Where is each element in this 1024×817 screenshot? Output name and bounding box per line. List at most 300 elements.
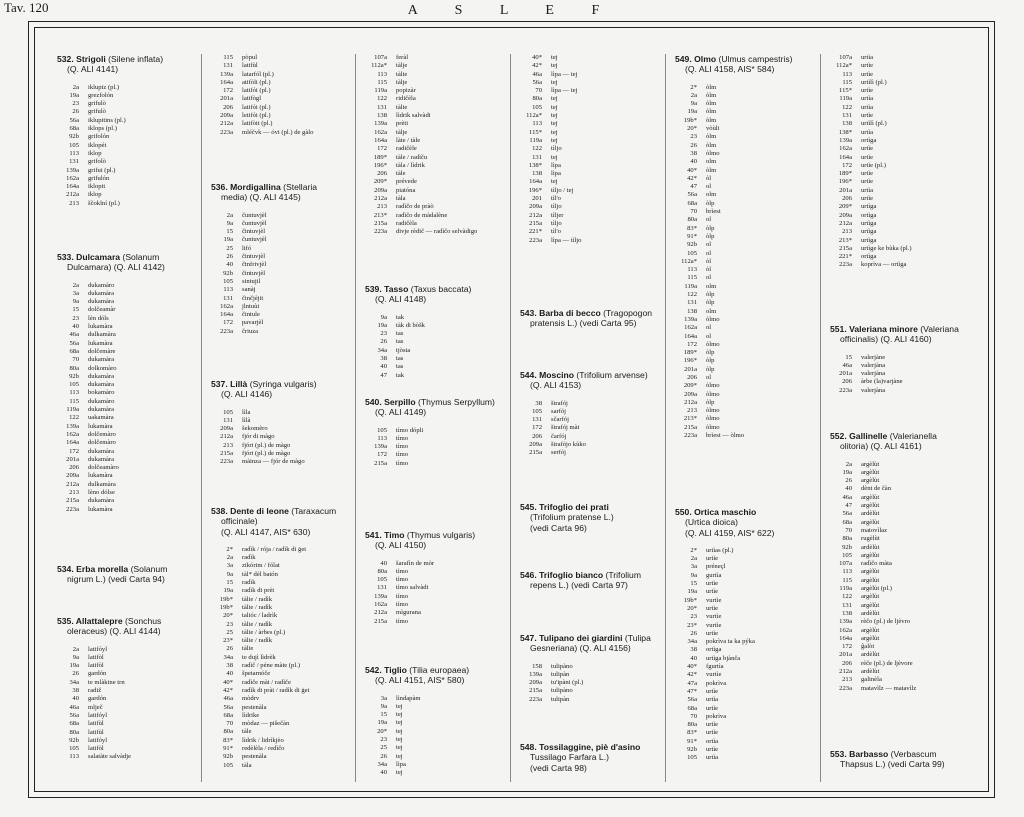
- dialect-row: [365, 104, 505, 112]
- entry-name: Trifoglio bianco: [539, 570, 604, 580]
- dialect-row: [211, 687, 351, 695]
- dialect-row: [520, 400, 660, 408]
- map-entry: [520, 54, 660, 245]
- survey-point: 209a: [839, 211, 852, 219]
- survey-point: 212a: [66, 480, 79, 488]
- dialect-row: [57, 331, 197, 339]
- dialect-row: [830, 618, 970, 626]
- survey-point: 158: [532, 662, 542, 670]
- survey-point: 139a: [839, 136, 852, 144]
- dialect-row: [830, 71, 970, 79]
- survey-point: 196*: [373, 161, 387, 169]
- dialect-row: [520, 687, 660, 695]
- survey-point: 122: [532, 145, 542, 153]
- dialect-form: ortìa: [706, 737, 719, 745]
- dialect-row: [57, 150, 197, 158]
- dialect-row: [830, 527, 970, 535]
- dialect-form: te mlàkine trn: [88, 678, 125, 686]
- dialect-form: dolčemàro: [88, 439, 116, 447]
- dialect-form: iklupiz (pl.): [88, 83, 120, 91]
- dialect-row: [211, 328, 351, 336]
- survey-point: 38: [72, 687, 79, 695]
- dialect-form: tàlie: [396, 103, 408, 111]
- dialect-row: [57, 92, 197, 100]
- dialect-row: [675, 555, 815, 563]
- survey-point: 47a: [687, 679, 697, 687]
- entry-reference: (vedi Carta 98): [530, 762, 587, 773]
- survey-point: 26: [845, 477, 852, 485]
- dialect-row: [830, 95, 970, 103]
- dialect-row: [211, 236, 351, 244]
- dialect-form: latifòl: [88, 745, 104, 753]
- survey-point: 23*: [687, 621, 697, 629]
- survey-point: 56a: [69, 116, 79, 124]
- survey-point: 23: [72, 100, 79, 108]
- entry-number: 547.: [520, 633, 540, 643]
- survey-point: 20*: [687, 125, 697, 133]
- dialect-row: [365, 137, 505, 145]
- dialect-form: argèlùt: [861, 568, 880, 576]
- survey-point: 223a: [220, 458, 233, 466]
- survey-point: 2a: [690, 91, 697, 99]
- survey-point: 56a: [69, 339, 79, 347]
- dialect-form: urtìga: [861, 236, 877, 244]
- dialect-form: olm: [706, 307, 717, 315]
- entry-title: [520, 502, 660, 533]
- survey-point: 119a: [529, 136, 542, 144]
- dialect-form: tàla / lìdrik: [396, 161, 425, 169]
- dialect-row: [211, 450, 351, 458]
- dialect-form: argèlùt (pl.): [861, 585, 893, 593]
- entry-name: Allattalepre: [75, 616, 123, 626]
- survey-point: 139a: [684, 315, 697, 323]
- dialect-row: [675, 646, 815, 654]
- dialect-form: argèlùt: [861, 634, 880, 642]
- dialect-form: urtìge ke bùka (pl.): [861, 244, 912, 252]
- dialect-row: [830, 261, 970, 269]
- dialect-form: brìest — òlmo: [706, 432, 745, 440]
- dialect-row: [830, 502, 970, 510]
- dialect-row: [211, 579, 351, 587]
- dialect-row: [675, 250, 815, 258]
- dialect-row: [830, 668, 970, 676]
- dialect-row: [675, 572, 815, 580]
- dialect-form: ol: [706, 216, 712, 224]
- dialect-form: dolkomàro: [88, 364, 117, 372]
- dialect-form: urtìe: [706, 687, 719, 695]
- survey-point: 46a: [842, 493, 852, 501]
- survey-point: 162a: [374, 601, 387, 609]
- dialect-form: divje rèdič — radìčo selvàdigo: [396, 228, 478, 236]
- dialect-form: rèče (pl.) de ljèvore: [861, 659, 913, 667]
- dialect-form: ortìga: [706, 646, 722, 654]
- dialect-form: tìmo: [396, 567, 409, 575]
- dialect-form: iklop: [88, 149, 102, 157]
- survey-point: 206: [842, 195, 852, 203]
- dialect-form: prévede: [396, 178, 417, 186]
- dialect-row: [365, 753, 505, 761]
- dialect-row: [675, 183, 815, 191]
- dialect-form: ĝalòt: [861, 643, 875, 651]
- entry-name: Strigoli: [76, 54, 106, 64]
- dialect-row: [365, 203, 505, 211]
- survey-point: 113: [69, 389, 79, 397]
- dialect-form: tej: [396, 711, 403, 719]
- dialect-form: urtìe: [861, 170, 874, 178]
- survey-point: 105: [69, 381, 79, 389]
- dialect-form: òlp: [706, 349, 715, 357]
- dialect-row: [365, 330, 505, 338]
- dialect-row: [830, 602, 970, 610]
- survey-point: 20*: [377, 727, 387, 735]
- dialect-row: [830, 245, 970, 253]
- dialect-form: tej: [396, 769, 403, 777]
- dialect-form: latifògl: [242, 95, 262, 103]
- entry-number: 550.: [675, 507, 695, 517]
- survey-point: 2a: [690, 555, 697, 563]
- entry-number: 535.: [57, 616, 76, 626]
- entry-title: [830, 749, 970, 770]
- entry-name: Tasso: [384, 284, 409, 294]
- survey-point: 119a: [374, 87, 387, 95]
- survey-point: 115: [377, 78, 387, 86]
- dialect-row: [520, 178, 660, 186]
- dialect-row: [675, 225, 815, 233]
- dialect-row: [57, 381, 197, 389]
- survey-point: 113: [842, 70, 852, 78]
- dialect-row: [365, 601, 505, 609]
- survey-point: 139a: [66, 422, 79, 430]
- dialect-form: tàlie / radìk: [242, 620, 273, 628]
- dialect-form: gardón: [88, 670, 107, 678]
- dialect-form: òlm: [706, 166, 717, 174]
- survey-point: 91*: [687, 232, 697, 240]
- dialect-form: òl: [706, 174, 712, 182]
- dialect-row: [365, 363, 505, 371]
- dialect-row: [830, 145, 970, 153]
- dialect-form: tàk di bòšk: [396, 321, 425, 329]
- dialect-form: urtìe: [861, 87, 874, 95]
- dialect-form: urtìe: [706, 588, 719, 596]
- dialect-row: [57, 365, 197, 373]
- entry-number: 542.: [365, 665, 385, 675]
- dialect-form: dènt de čàn: [861, 485, 892, 493]
- dialect-row: [211, 129, 351, 137]
- dialect-form: lìlà: [242, 416, 251, 424]
- entry-reference: (Q. ALI 4153): [530, 380, 582, 391]
- dialect-form: tej: [551, 103, 558, 111]
- survey-point: 213: [842, 676, 852, 684]
- survey-point: 80a: [687, 721, 697, 729]
- survey-point: 26: [72, 108, 79, 116]
- dialect-form: urtìlì (pl.): [861, 78, 887, 86]
- survey-point: 223a: [839, 261, 852, 269]
- survey-point: 164a: [66, 183, 79, 191]
- dialect-form: lukamàra: [88, 472, 113, 480]
- survey-point: 172: [842, 643, 852, 651]
- dialect-row: [830, 104, 970, 112]
- entry-title: [365, 284, 505, 305]
- dialect-form: galinèla: [861, 676, 882, 684]
- survey-point: 9a: [72, 653, 79, 661]
- dialect-form: iklopit: [88, 183, 106, 191]
- dialect-form: argèlùt: [861, 593, 880, 601]
- dialect-row: [365, 703, 505, 711]
- dialect-form: tìmo: [396, 601, 409, 609]
- map-entry: [830, 749, 970, 770]
- dialect-form: grifolò: [88, 158, 106, 166]
- dialect-form: radìk di prèt: [242, 587, 275, 595]
- dialect-form: valerjàna: [861, 386, 886, 394]
- dialect-form: urtìga bjànča: [706, 654, 741, 662]
- entry-latin: (Sonchus: [122, 616, 162, 626]
- dialect-form: špetarnóče: [242, 670, 271, 678]
- survey-point: 20*: [223, 612, 233, 620]
- dialect-form: sarfój: [551, 407, 567, 415]
- dialect-form: tàle / radìču: [396, 153, 428, 161]
- dialect-row: [365, 338, 505, 346]
- dialect-form: vurtìe: [706, 613, 722, 621]
- dialect-form: argèlùt: [861, 477, 880, 485]
- entry-title: [365, 665, 505, 686]
- survey-point: 172: [223, 87, 233, 95]
- survey-point: 15: [690, 580, 697, 588]
- dialect-form: òlmo: [706, 423, 720, 431]
- dialect-row: [675, 357, 815, 365]
- survey-point: 172: [223, 319, 233, 327]
- dialect-row: [520, 671, 660, 679]
- entry-name: Tiglio: [384, 665, 407, 675]
- dialect-form: tìmo: [396, 592, 409, 600]
- survey-point: 80a: [532, 95, 542, 103]
- dialect-row: [211, 612, 351, 620]
- survey-point: 9a: [380, 313, 387, 321]
- survey-point: 122: [377, 95, 387, 103]
- dialect-row: [57, 423, 197, 431]
- survey-point: 139a: [374, 443, 387, 451]
- dialect-row: [57, 729, 197, 737]
- survey-point: 40: [226, 261, 233, 269]
- survey-point: 209a: [66, 472, 79, 480]
- dialect-form: tìl'o: [551, 228, 561, 236]
- dialect-row: [675, 308, 815, 316]
- dialect-form: ol: [706, 183, 712, 191]
- survey-point: 68a: [687, 704, 697, 712]
- dialect-row: [830, 120, 970, 128]
- dialect-row: [211, 621, 351, 629]
- dialect-row: [675, 341, 815, 349]
- survey-point: 105: [377, 426, 387, 434]
- dialect-form: pokrìva: [706, 712, 727, 720]
- map-entry: [211, 54, 351, 137]
- dialect-row: [211, 670, 351, 678]
- dialect-row: [675, 399, 815, 407]
- dialect-row: [57, 704, 197, 712]
- dialect-row: [211, 71, 351, 79]
- dialect-form: tej: [396, 727, 403, 735]
- survey-point: 201: [532, 195, 542, 203]
- map-entry: [365, 284, 505, 380]
- dialect-row: [675, 705, 815, 713]
- dialect-row: [211, 54, 351, 62]
- survey-point: 19a: [687, 588, 697, 596]
- dialect-row: [57, 679, 197, 687]
- dialect-form: radìk di pràt / radìk di ģet: [242, 686, 310, 694]
- survey-point: 80a: [69, 364, 79, 372]
- entry-forms: [830, 354, 970, 395]
- dialect-row: [365, 711, 505, 719]
- entry-name: Trifoglio dei prati: [539, 502, 609, 512]
- survey-point: 138: [687, 307, 697, 315]
- survey-point: 26: [226, 645, 233, 653]
- dialect-form: dolčeamàro: [88, 464, 119, 472]
- dialect-row: [675, 638, 815, 646]
- survey-point: 25: [226, 628, 233, 636]
- survey-point: 25: [380, 744, 387, 752]
- survey-point: 172: [532, 424, 542, 432]
- survey-point: 40: [380, 769, 387, 777]
- survey-point: 122: [687, 291, 697, 299]
- survey-point: 215a: [374, 617, 387, 625]
- dialect-form: tej: [551, 62, 558, 70]
- dialect-row: [520, 237, 660, 245]
- survey-point: 92b: [687, 746, 697, 754]
- survey-point: 115: [687, 274, 697, 282]
- entry-title: [830, 431, 970, 452]
- survey-point: 212a: [684, 398, 697, 406]
- survey-point: 40*: [223, 678, 233, 686]
- dialect-row: [211, 62, 351, 70]
- dialect-form: ardèlùt: [861, 609, 880, 617]
- dialect-row: [520, 87, 660, 95]
- entry-name: Dente di leone: [230, 506, 289, 516]
- dialect-form: pestenàla: [242, 703, 267, 711]
- dialect-row: [57, 117, 197, 125]
- dialect-form: ortìga: [861, 253, 877, 261]
- survey-point: 46a: [532, 70, 542, 78]
- dialect-form: te dujì lìdrèk: [242, 653, 276, 661]
- survey-point: 209a: [529, 441, 542, 449]
- dialect-form: mléčvk — óvi (pl.) de gàlo: [242, 128, 314, 136]
- survey-point: 83*: [223, 736, 233, 744]
- survey-point: 209*: [683, 382, 697, 390]
- survey-point: 2a: [72, 281, 79, 289]
- dialect-form: tàl* dèl batón: [242, 570, 278, 578]
- entry-latin: (Thymus Serpyllum): [415, 397, 495, 407]
- dialect-row: [675, 274, 815, 282]
- entry-number: 553.: [830, 749, 850, 759]
- dialect-row: [57, 414, 197, 422]
- survey-point: 9a: [72, 298, 79, 306]
- dialect-form: àrbe (la)varjàne: [861, 378, 903, 386]
- dialect-row: [520, 129, 660, 137]
- dialect-row: [830, 685, 970, 693]
- survey-point: 2*: [690, 83, 697, 91]
- entry-number: 537.: [211, 379, 231, 389]
- dialect-row: [365, 54, 505, 62]
- survey-point: 68a: [223, 711, 233, 719]
- survey-point: 119a: [66, 406, 79, 414]
- dialect-row: [211, 286, 351, 294]
- dialect-form: matovìlaz: [861, 526, 887, 534]
- dialect-row: [365, 460, 505, 468]
- dialect-row: [830, 170, 970, 178]
- survey-point: 215a: [220, 450, 233, 458]
- survey-point: 46a: [842, 361, 852, 369]
- column-divider: [820, 54, 821, 782]
- dialect-form: tìljo / tej: [551, 186, 574, 194]
- entry-name: Moscino: [539, 370, 574, 380]
- entry-forms: [211, 54, 351, 137]
- entry-name: Valeriana minore: [849, 324, 918, 334]
- dialect-row: [365, 568, 505, 576]
- dialect-form: urtìlì (pl.): [861, 120, 887, 128]
- survey-point: 172: [377, 145, 387, 153]
- entry-reference: (Q. ALI 4141): [67, 64, 119, 75]
- survey-point: 70: [72, 356, 79, 364]
- dialect-row: [211, 737, 351, 745]
- dialect-form: tàlie / radìk: [242, 595, 273, 603]
- page-number: Tav. 120: [4, 0, 49, 15]
- dialect-row: [675, 680, 815, 688]
- dialect-form: dukamàro: [88, 281, 115, 289]
- dialect-row: [365, 220, 505, 228]
- survey-point: 223a: [529, 236, 542, 244]
- survey-point: 139a: [374, 120, 387, 128]
- dialect-row: [365, 187, 505, 195]
- dialect-row: [830, 627, 970, 635]
- survey-point: 105: [223, 761, 233, 769]
- dialect-row: [830, 635, 970, 643]
- dialect-row: [365, 427, 505, 435]
- survey-point: 131: [69, 158, 79, 166]
- dialect-form: òlm: [706, 83, 717, 91]
- survey-point: 223a: [839, 684, 852, 692]
- entry-latin: (Valerianella: [887, 431, 937, 441]
- survey-point: 80a: [377, 567, 387, 575]
- dialect-row: [57, 125, 197, 133]
- dialect-form: činčjèjit: [242, 294, 264, 302]
- survey-point: 209a: [684, 390, 697, 398]
- dialect-form: òlp: [706, 299, 715, 307]
- dialect-form: vurtìe: [706, 596, 722, 604]
- dialect-row: [365, 347, 505, 355]
- dialect-row: [211, 278, 351, 286]
- entry-number: 549.: [675, 54, 695, 64]
- dialect-row: [675, 630, 815, 638]
- dialect-form: radìk: [242, 579, 256, 587]
- dialect-row: [520, 112, 660, 120]
- dialect-form: čuntuvjèl: [242, 236, 267, 244]
- dialect-row: [211, 303, 351, 311]
- dialect-row: [520, 696, 660, 704]
- dialect-row: [520, 441, 660, 449]
- dialect-row: [675, 167, 815, 175]
- dialect-row: [57, 712, 197, 720]
- dialect-form: radičèle: [396, 145, 417, 153]
- entry-title: [365, 530, 505, 551]
- entry-number: 541.: [365, 530, 385, 540]
- dialect-row: [57, 191, 197, 199]
- survey-point: 2a: [72, 645, 79, 653]
- dialect-form: tìmo dópli: [396, 426, 424, 434]
- dialect-row: [675, 713, 815, 721]
- dialect-form: vurtìe: [706, 671, 722, 679]
- dialect-form: radìčo de màdalène: [396, 211, 448, 219]
- entry-latin: (Solanum: [128, 564, 168, 574]
- entry-latin: (Taxus baccata): [408, 284, 472, 294]
- dialect-row: [211, 319, 351, 327]
